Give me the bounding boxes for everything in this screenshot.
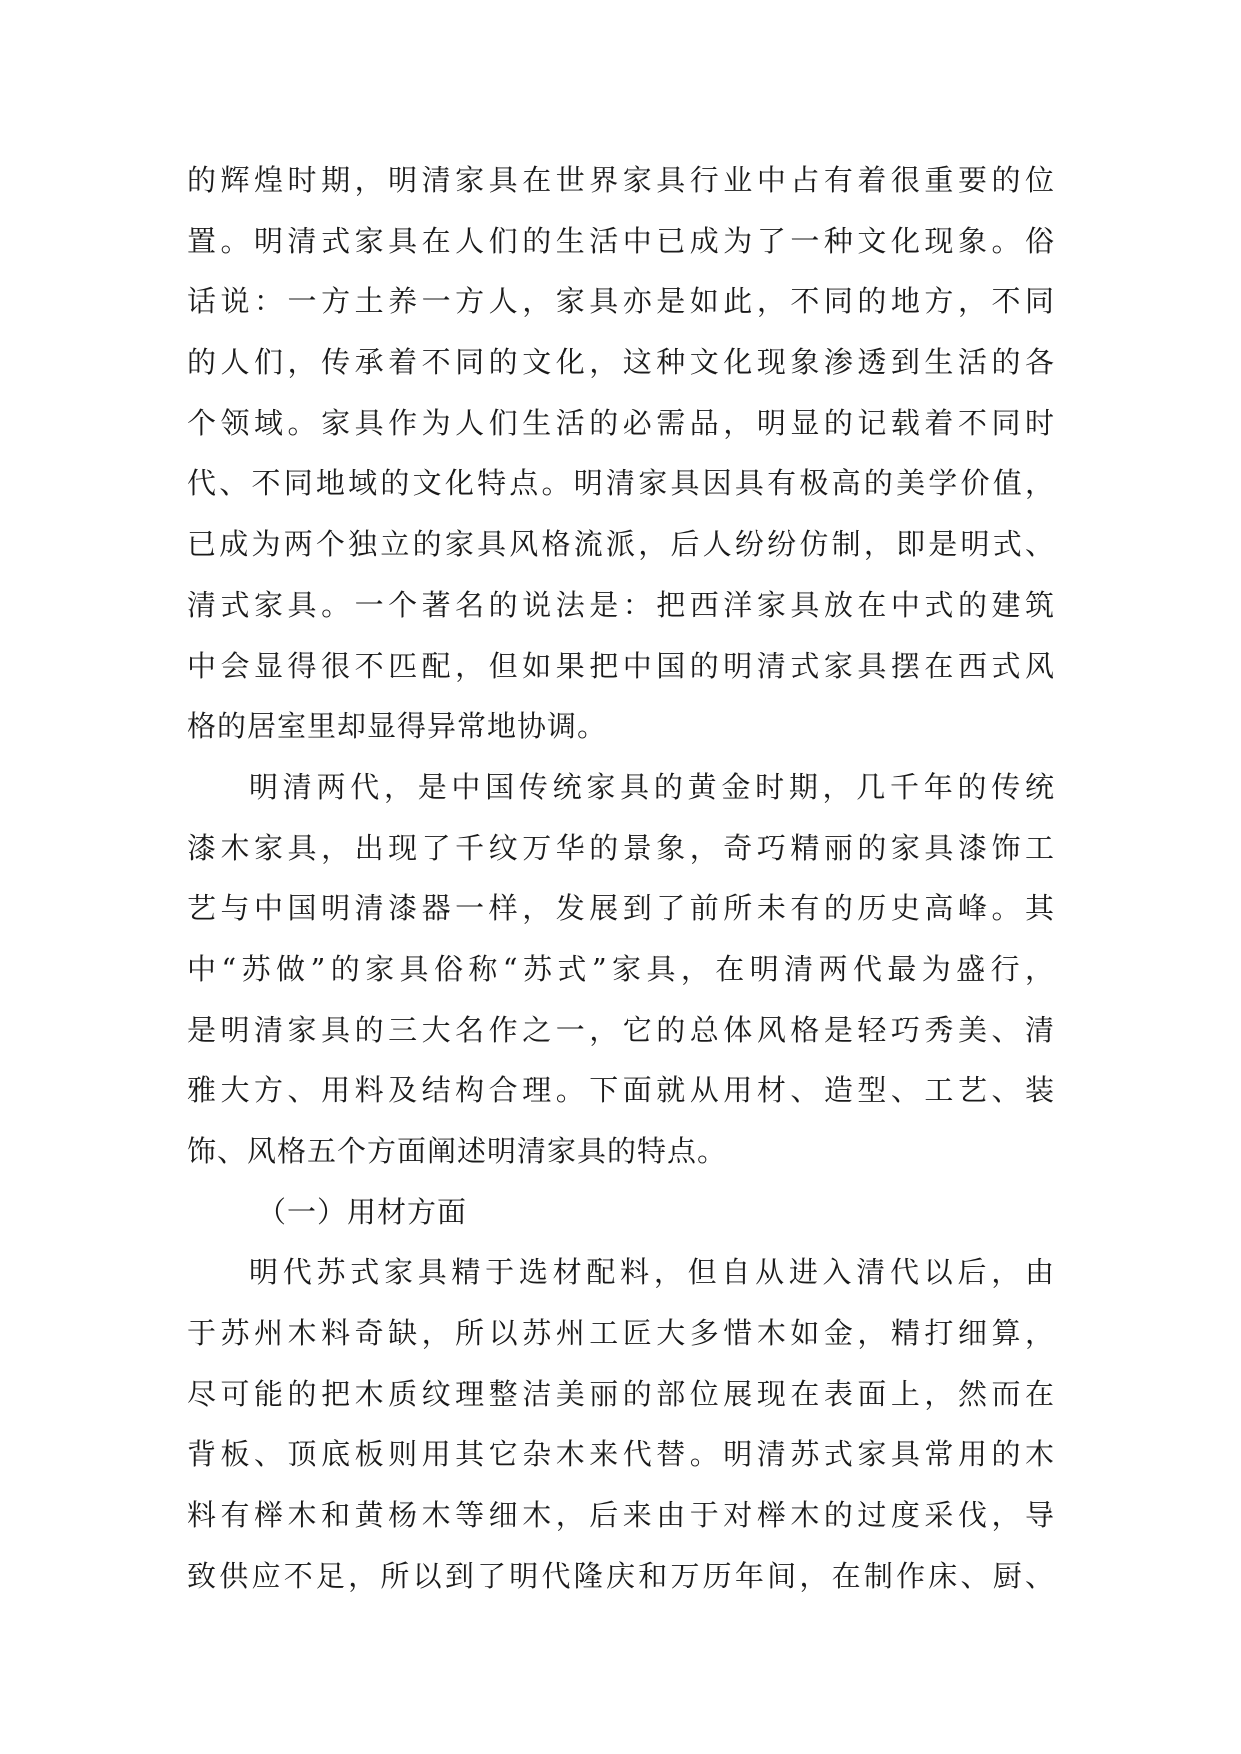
text-line: 个领域。家具作为人们生活的必需品，明显的记载着不同时: [187, 405, 1055, 440]
text-line: 是明清家具的三大名作之一，它的总体风格是轻巧秀美、清: [187, 1012, 1055, 1047]
text-line: 料有榉木和黄杨木等细木，后来由于对榉木的过度采伐，导: [187, 1498, 1055, 1533]
text-line: 雅大方、用料及结构合理。下面就从用材、造型、工艺、装: [187, 1073, 1055, 1108]
text-line: 的人们，传承着不同的文化，这种文化现象渗透到生活的各: [187, 345, 1055, 380]
section-heading: [187, 1182, 1055, 1243]
text-line: 置。明清式家具在人们的生活中已成为了一种文化现象。俗: [187, 223, 1055, 258]
text-line: 背板、顶底板则用其它杂木来代替。明清苏式家具常用的木: [187, 1437, 1055, 1472]
text-line: 饰、风格五个方面阐述明清家具的特点。: [187, 1134, 728, 1168]
text-line: 的辉煌时期，明清家具在世界家具行业中占有着很重要的位: [187, 163, 1055, 197]
paragraph-1: [187, 150, 1055, 757]
text-line: 致供应不足，所以到了明代隆庆和万历年间，在制作床、厨、: [187, 1558, 1055, 1593]
text-line: 尽可能的把木质纹理整洁美丽的部位展现在表面上，然而在: [187, 1376, 1055, 1411]
section-heading-text: （一）用材方面: [257, 1194, 468, 1229]
text-line: 于苏州木料奇缺，所以苏州工匠大多惜木如金，精打细算，: [187, 1316, 1055, 1351]
document-body: [187, 150, 1055, 1607]
text-line: 话说：一方土养一方人，家具亦是如此，不同的地方，不同: [187, 284, 1055, 319]
text-line: 已成为两个独立的家具风格流派，后人纷纷仿制，即是明式、: [187, 527, 1055, 562]
text-line: 明清两代，是中国传统家具的黄金时期，几千年的传统: [249, 769, 1055, 804]
text-line: 漆木家具，出现了千纹万华的景象，奇巧精丽的家具漆饰工: [187, 830, 1055, 865]
text-line: 中会显得很不匹配，但如果把中国的明清式家具摆在西式风: [187, 648, 1055, 683]
text-line: 艺与中国明清漆器一样，发展到了前所未有的历史高峰。其: [187, 891, 1055, 926]
text-line: 中“苏做”的家具俗称“苏式”家具，在明清两代最为盛行，: [187, 951, 1055, 986]
paragraph-2: [187, 757, 1055, 1182]
paragraph-3: [187, 1242, 1055, 1606]
text-line: 明代苏式家具精于选材配料，但自从进入清代以后，由: [249, 1255, 1055, 1290]
text-line: 清式家具。一个著名的说法是：把西洋家具放在中式的建筑: [187, 587, 1055, 622]
text-line: 代、不同地域的文化特点。明清家具因具有极高的美学价值，: [187, 466, 1055, 501]
text-line: 格的居室里却显得异常地协调。: [187, 709, 608, 744]
